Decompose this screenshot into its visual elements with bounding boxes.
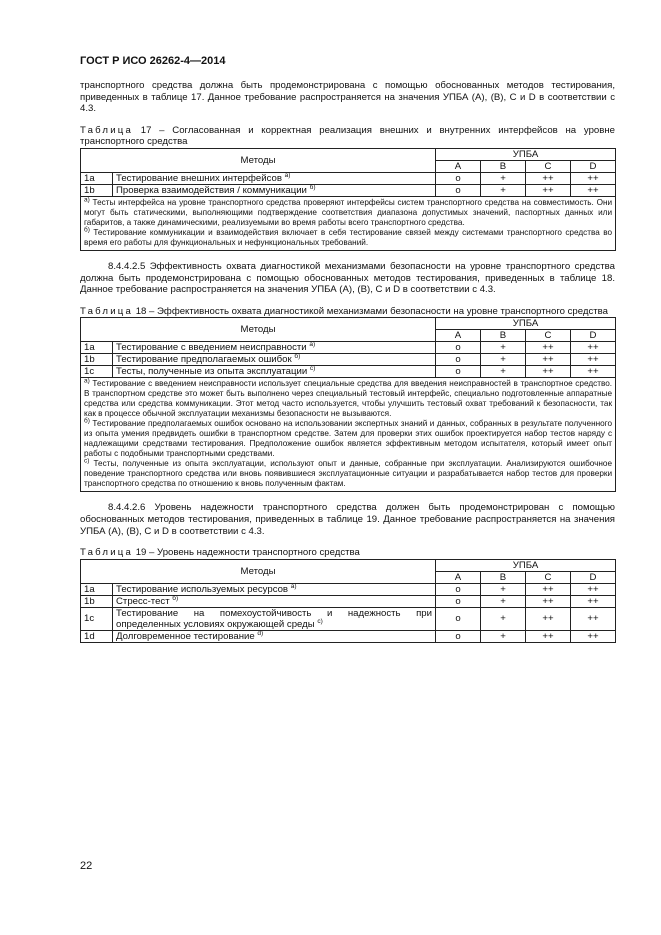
table18-methods-header: Методы: [81, 318, 436, 342]
table18-level-a: A: [436, 330, 481, 342]
table-row: 1b Стресс-тест $^{б)}$ o + ++ ++: [81, 595, 616, 607]
table17-notes: [81, 196, 616, 250]
table17-level-d: D: [571, 160, 616, 172]
table17-level-c: C: [526, 160, 571, 172]
table18-note-a: $^{а)}$ Тестирование с введением неисправности использует специальные средства для введения неисправностей в транспортное средство. В транспортном средстве это может быть выполнено через специальный тестовый интерфейс, специально подготовленные аппаратные средства или средства коммуникации. Этот метод часто используется, чтобы улучшить тестовый охват требований к безопасности, так как в процессе обычной эксплуатации механизмы безопасности не вызываются.: [84, 377, 613, 419]
table-row: 1a Тестирование с введением неисправности $^{а)}$ o + ++ ++: [81, 342, 616, 354]
table18-note-c: $^{с)}$ Тесты, полученные из опыта эксплуатации, используют опыт и данные, собранные при эксплуатации. Анализируются ошибочное поведение транспортного средства или вновь появившиеся эксплуатационные ситуации и разрабатывается набор тестов для проверки транспортного средства по отношению к вновь полученным фактам.: [84, 457, 613, 489]
table19-level-b: B: [481, 571, 526, 583]
table-row: 1a Тестирование внешних интерфейсов $^{а)}$ o + ++ ++: [81, 172, 616, 184]
table17-level-a: A: [436, 160, 481, 172]
table19: [80, 559, 616, 643]
table17-upba-header: УПБА: [436, 148, 616, 160]
para-8-4-4-2-5: 8.4.4.2.5 Эффективность охвата диагностикой механизмами безопасности на уровне транспортного средства должна быть продемонстрирована с помощью обоснованных методов тестирования, приведенных в таблице 18. Данное требование распространяется на значения УПБА (А), (В), С и D в соответствии с 4.3.: [80, 260, 615, 296]
table17-level-b: B: [481, 160, 526, 172]
table-row: 1a Тестирование используемых ресурсов $^{а)}$ o + ++ ++: [81, 583, 616, 595]
para-8-4-4-2-6: 8.4.4.2.6 Уровень надежности транспортного средства должен быть продемонстрирован с помощью обоснованных методов тестирования, приведенных в таблице 19. Данное требование распространяется на значения УПБА (А), (В), С и D в соответствии с 4.3.: [80, 502, 615, 537]
table18-note-b: $^{б)}$ Тестирование предполагаемых ошибок основано на использовании экспертных знаний и данных, собранных в результате полученного из опыта умения предвидеть ошибки в транспортном средстве. Затем для проверки этих ошибок проектируется набор тестов наряду с надлежащими средствами тестирования. Предположение ошибок является эффективным методом испытателя, который имеет опыт работы с подобными транспортными средствами.: [84, 417, 613, 459]
table-row: 1c Тесты, полученные из опыта эксплуатации $^{с)}$ o + ++ ++: [81, 366, 616, 378]
table17-note-b: $^{б)}$ Тестирование коммуникации и взаимодействия включает в себя тестирование связей между системами транспортного средства во время его работы для функциональных и нефункциональных требований.: [84, 226, 613, 247]
table-row: 1c Тестирование на помехоустойчивость и надежность при определенных условиях окружающей среды $^{с)}$ o + ++ ++: [81, 607, 616, 630]
table18-level-d: D: [571, 330, 616, 342]
table19-level-a: A: [436, 571, 481, 583]
table-row: 1b Тестирование предполагаемых ошибок $^{б)}$ o + ++ ++: [81, 354, 616, 366]
page-number: 22: [80, 860, 93, 872]
table18-level-b: B: [481, 330, 526, 342]
table18-level-c: C: [526, 330, 571, 342]
intro-paragraph: транспортного средства должна быть продемонстрирована с помощью обоснованных методов тестирования, приведенных в таблице 17. Данное требование распространяется на значения УПБА (А), (В), С и D в соответствии с 4.3.: [80, 80, 615, 115]
table17-note-a: $^{а)}$ Тесты интерфейса на уровне транспортного средства проверяют интерфейсы систем транспортного средства на совместимость. Они могут быть статическими, выполняющими подтверждение соответствия диапазона допустимых значений, паспортных данных или габаритов, а также динамическими, реализуемыми во время работы всего транспортного средства.: [84, 196, 613, 227]
table18-caption: Таблица 18 – Эффективность охвата диагностикой механизмами безопасности на уровне транспортного средства: [80, 305, 608, 317]
table18-notes: [81, 378, 616, 492]
table-row: 1d Долговременное тестирование $^{d)}$ o + ++ ++: [81, 630, 616, 642]
table-row: 1b Проверка взаимодействия / коммуникации $^{б)}$ o + ++ ++: [81, 184, 616, 196]
table19-caption: Таблица 19 – Уровень надежности транспортного средства: [80, 547, 360, 559]
standard-header: ГОСТ Р ИСО 26262-4—2014: [80, 55, 226, 67]
table17-caption: Таблица 17 – Согласованная и корректная реализация внешних и внутренних интерфейсов на уровне транспортного средства: [80, 124, 615, 148]
table18-upba-header: УПБА: [436, 318, 616, 330]
table19-methods-header: Методы: [81, 559, 436, 583]
table17-methods-header: Методы: [81, 148, 436, 172]
table18: [80, 317, 616, 492]
page-content: [80, 80, 615, 643]
table19-level-c: C: [526, 571, 571, 583]
table17: [80, 148, 616, 251]
table19-level-d: D: [571, 571, 616, 583]
table19-upba-header: УПБА: [436, 559, 616, 571]
